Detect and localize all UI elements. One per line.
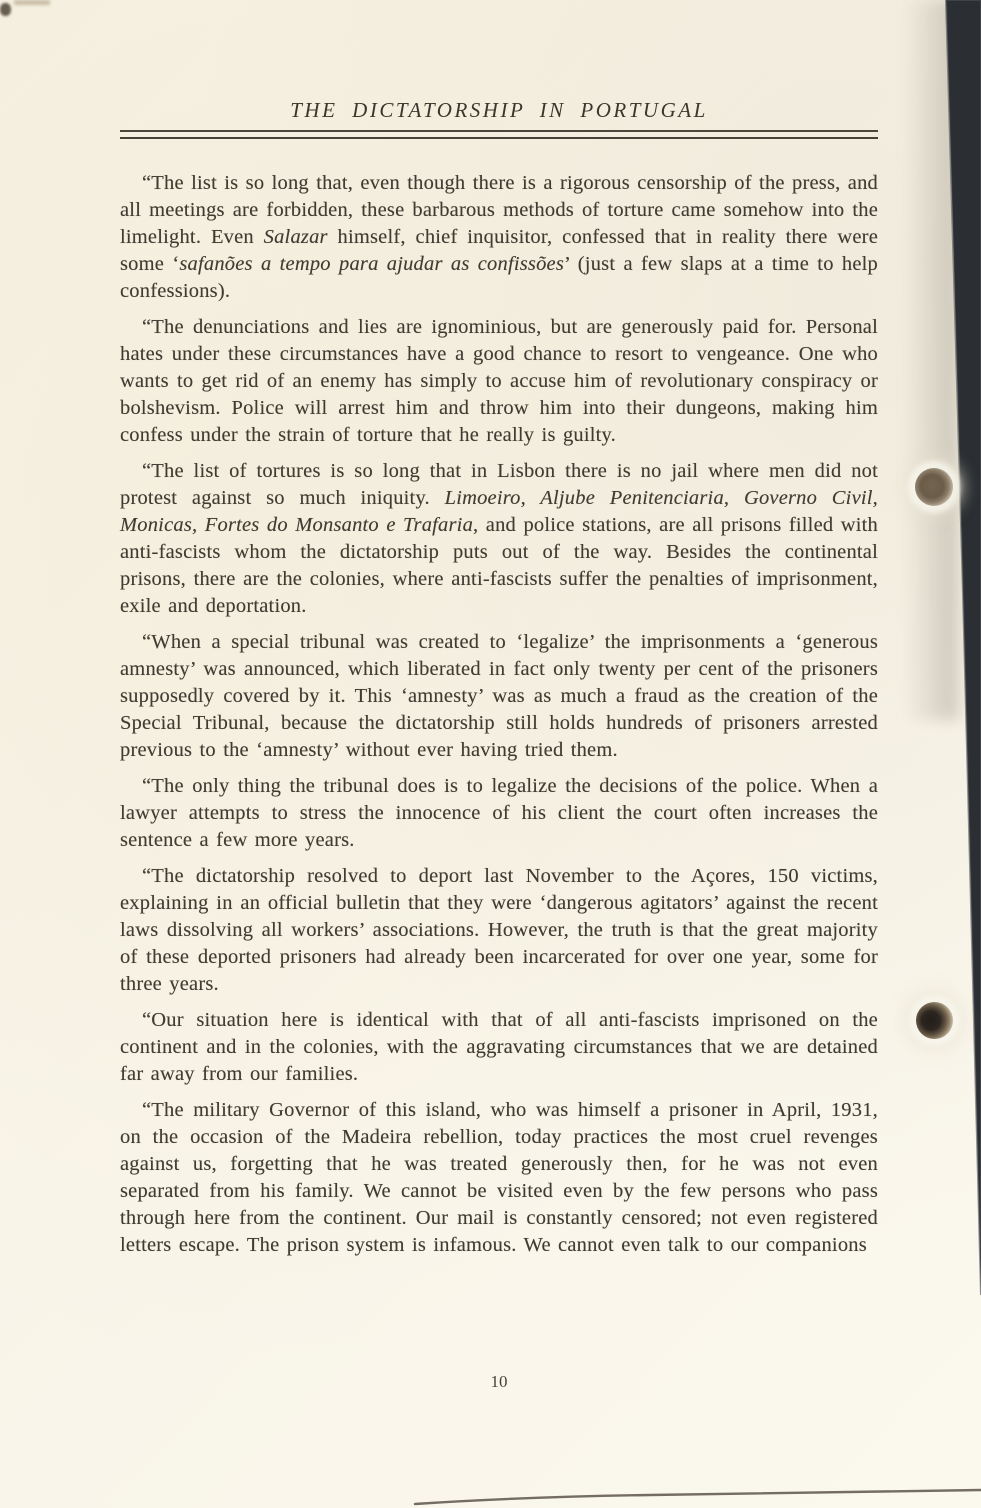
text-segment: “The only thing the tribunal does is to legalize the decisions of the police. When a lawyer attempts to stress the innocence of his client the court often increases the sentence a few more years. (120, 775, 878, 851)
next-page-edge-line (415, 1490, 981, 1504)
paragraph (120, 629, 878, 764)
text-segment: “When a special tribunal was created to ‘legalize’ the imprisonments a ‘generous amnesty’ was announced, which liberated in fact only twenty per cent of the prisoners supposedly covered by it. This ‘amnesty’ was as much a fraud as the creation of the Special Tribunal, because the dictatorship still holds hundreds of prisoners arrested previous to the ‘amnesty’ without ever having tried them. (120, 631, 878, 761)
italic-text-segment: Limoeiro, Aljube Penitenciaria, Governo Civil, Monicas, Fortes do Monsanto e Trafaria (120, 487, 878, 536)
binding-hole-bottom (916, 1002, 953, 1039)
italic-text-segment: safanões a tempo para ajudar as confissões (179, 253, 565, 275)
text-segment: “The military Governor of this island, who was himself a prisoner in April, 1931, on the occasion of the Madeira rebellion, today practices the most cruel revenges against us, forgetting that he was treated generously then, for he was not even separated from his family. We cannot be visited even by the few persons who pass through here from the continent. Our mail is constantly censored; not even registered letters escape. The prison system is infamous. We cannot even talk to our companions (120, 1099, 878, 1256)
text-column (120, 98, 878, 1268)
text-segment: “Our situation here is identical with that of all anti-fascists imprisoned on the continent and in the colonies, with the aggravating circumstances that we are detained far away from our families. (120, 1009, 878, 1085)
book-edge-soft-border (946, 0, 981, 1295)
paragraph (120, 1097, 878, 1259)
page-number: 10 (490, 1372, 508, 1391)
corner-smudge-light (14, 0, 50, 5)
paragraph (120, 773, 878, 854)
running-header-title: THE DICTATORSHIP IN PORTUGAL (290, 98, 708, 122)
page-curl-shadow (904, 0, 959, 720)
text-segment: “The list of tortures is so long that in Lisbon there is no jail where men did not protest against so much iniquity. (120, 460, 878, 509)
paragraph (120, 314, 878, 449)
corner-smudge-dark (0, 3, 11, 16)
binding-hole-top (915, 468, 953, 506)
paragraphs-container (120, 170, 878, 1259)
text-segment: “The denunciations and lies are ignominious, but are generously paid for. Personal hates under these circumstances have a good chance to resort to vengeance. One who wants to get rid of an enemy has simply to accuse him of revolutionary conspiracy or bolshevism. Police will arrest him and throw him into their dungeons, making him confess under the strain of torture that he really is guilty. (120, 316, 878, 446)
header-double-rule (120, 130, 878, 139)
text-segment: himself, chief inquisitor, confessed that in reality there were some ‘ (120, 226, 878, 275)
text-segment: “The dictatorship resolved to deport last November to the Açores, 150 victims, explaining in an official bulletin that they were ‘dangerous agitators’ against the recent laws dissolving all workers’ associations. However, the truth is that the great majority of these deported prisoners had already been incarcerated for over one year, some for three years. (120, 865, 878, 995)
italic-text-segment: Salazar (263, 226, 328, 248)
text-segment: , and police stations, are all prisons filled with anti-fascists whom the dictatorship puts out of the way. Besides the continental prisons, there are the colonies, where anti-fascists suffer the penalties of imprisonment, exile and deportation. (120, 514, 879, 617)
paragraph (120, 170, 878, 305)
text-segment: “The list is so long that, even though there is a rigorous censorship of the press, and all meetings are forbidden, these barbarous methods of torture came somehow into the limelight. Even (120, 172, 879, 248)
paragraph (120, 1007, 878, 1088)
paragraph (120, 863, 878, 998)
book-edge-shadow (946, 0, 981, 1295)
text-segment: ’ (just a few slaps at a time to help confessions). (120, 253, 878, 302)
paragraph (120, 458, 878, 620)
